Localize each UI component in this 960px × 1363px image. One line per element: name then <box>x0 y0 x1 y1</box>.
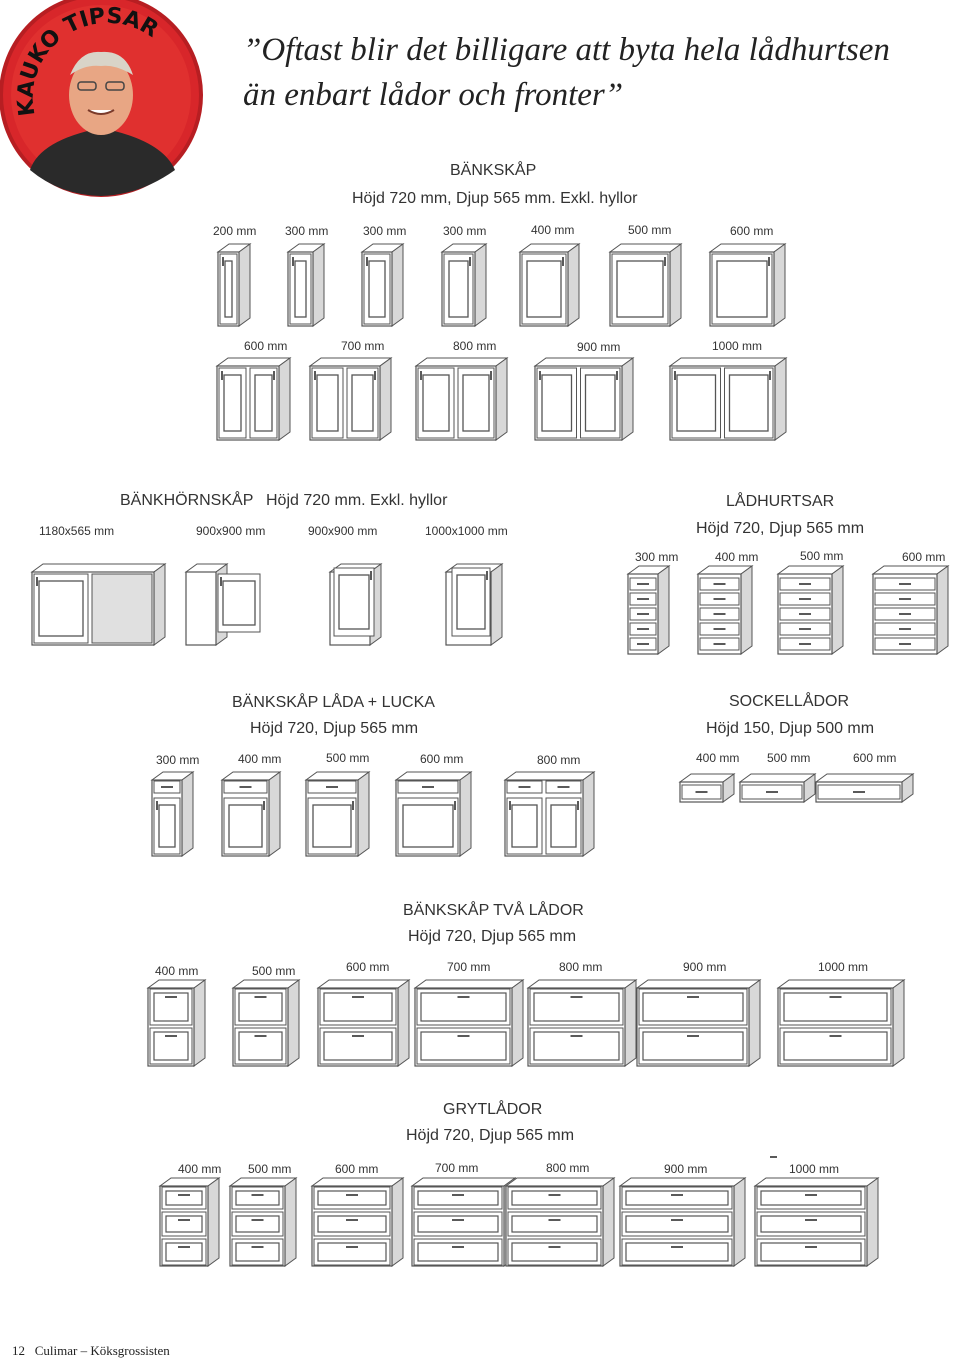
drawer-unit <box>778 566 843 654</box>
s3-label: 400 mm <box>715 550 759 564</box>
s7-label: 900 mm <box>664 1162 708 1176</box>
s6-title: BÄNKSKÅP TVÅ LÅDOR <box>403 902 584 919</box>
pot-drawer-cabinet <box>312 1178 403 1266</box>
corner-cabinet <box>330 564 381 645</box>
s7-label: 400 mm <box>178 1162 222 1176</box>
drawer-door-cabinet <box>306 772 369 856</box>
s4-label: 300 mm <box>156 753 200 767</box>
s5-label: 600 mm <box>853 751 897 765</box>
s2-label: 1180x565 mm <box>39 524 115 538</box>
page-footer <box>12 1343 170 1359</box>
two-drawer-cabinet <box>318 980 409 1066</box>
s1-label: 300 mm <box>363 224 407 238</box>
s4-label: 800 mm <box>537 753 581 767</box>
s2-title: BÄNKHÖRNSKÅP <box>120 492 254 509</box>
s1-label: 900 mm <box>577 340 621 354</box>
s7-label: 1000 mm <box>789 1162 840 1176</box>
drawer-unit <box>628 566 669 654</box>
base-cabinet-double <box>535 358 633 440</box>
drawer-unit <box>698 566 752 654</box>
base-cabinet <box>710 244 785 326</box>
page-number: 12 <box>12 1343 25 1358</box>
s2-subtitle: Höjd 720 mm. Exkl. hyllor <box>266 492 448 509</box>
s7-label: 500 mm <box>248 1162 292 1176</box>
s1-label: 200 mm <box>213 224 257 238</box>
plinth-drawer <box>680 774 734 802</box>
s4-label: 500 mm <box>326 751 370 765</box>
s1-label: 500 mm <box>628 223 672 237</box>
s7-title: GRYTLÅDOR <box>443 1101 543 1118</box>
s1-label: 300 mm <box>285 224 329 238</box>
drawer-door-cabinet <box>222 772 280 856</box>
drawer-door-cabinet <box>396 772 471 856</box>
badge-text: KAUKO TIPSAR <box>13 3 163 118</box>
s1-title: BÄNKSKÅP <box>450 162 537 179</box>
base-cabinet <box>610 244 681 326</box>
headline-quote <box>243 28 890 118</box>
two-drawer-cabinet <box>148 980 205 1066</box>
s1-label: 600 mm <box>244 339 288 353</box>
base-cabinet <box>442 244 486 326</box>
s6-label: 900 mm <box>683 960 727 974</box>
s1-label: 800 mm <box>453 339 497 353</box>
quote-line-2: än enbart lådor och fronter” <box>243 77 624 113</box>
base-cabinet <box>362 244 403 326</box>
two-drawer-cabinet <box>233 980 299 1066</box>
quote-line-1: ”Oftast blir det billigare att byta hela lådhurtsen <box>243 32 890 68</box>
s5-label: 400 mm <box>696 751 740 765</box>
s1-label: 400 mm <box>531 223 575 237</box>
two-drawer-cabinet <box>778 980 904 1066</box>
s1-label: 1000 mm <box>712 339 763 353</box>
s3-label: 500 mm <box>800 549 844 563</box>
two-drawer-cabinet <box>528 980 636 1066</box>
s7-label: 700 mm <box>435 1161 479 1175</box>
two-drawer-cabinet <box>415 980 523 1066</box>
s7-label: 600 mm <box>335 1162 379 1176</box>
pot-drawer-cabinet <box>230 1178 296 1266</box>
base-cabinet-double <box>416 358 507 440</box>
pot-drawer-cabinet <box>506 1178 614 1266</box>
plinth-drawer <box>740 774 815 802</box>
s2-label: 900x900 mm <box>308 524 378 538</box>
s6-label: 1000 mm <box>818 960 869 974</box>
s6-subtitle: Höjd 720, Djup 565 mm <box>408 928 577 945</box>
footer-brand: Culimar – Köksgrossisten <box>34 1343 170 1358</box>
s2-label: 1000x1000 mm <box>425 524 508 538</box>
base-cabinet <box>520 244 579 326</box>
base-cabinet <box>218 244 250 326</box>
s5-subtitle: Höjd 150, Djup 500 mm <box>706 720 875 737</box>
drawer-door-cabinet <box>505 772 594 856</box>
s3-label: 300 mm <box>635 550 679 564</box>
s6-label: 400 mm <box>155 964 199 978</box>
s7-label: 800 mm <box>546 1161 590 1175</box>
base-cabinet-double <box>670 358 786 440</box>
two-drawer-cabinet <box>637 980 760 1066</box>
corner-cabinet <box>446 564 502 645</box>
s5-title: SOCKELLÅDOR <box>729 693 850 710</box>
kauko-badge <box>1 0 201 196</box>
s6-label: 600 mm <box>346 960 390 974</box>
s4-title: BÄNKSKÅP LÅDA + LUCKA <box>232 694 435 711</box>
s1-subtitle: Höjd 720 mm, Djup 565 mm. Exkl. hyllor <box>352 190 638 207</box>
base-cabinet-double <box>310 358 391 440</box>
s7-subtitle: Höjd 720, Djup 565 mm <box>406 1127 575 1144</box>
s3-title: LÅDHURTSAR <box>726 493 835 510</box>
corner-cabinet <box>186 564 260 645</box>
pot-drawer-cabinet <box>755 1178 878 1266</box>
pot-drawer-cabinet <box>160 1178 219 1266</box>
s1-label: 700 mm <box>341 339 385 353</box>
base-cabinet-double <box>217 358 290 440</box>
s4-subtitle: Höjd 720, Djup 565 mm <box>250 720 419 737</box>
base-cabinet <box>288 244 324 326</box>
s6-label: 700 mm <box>447 960 491 974</box>
s6-label: 500 mm <box>252 964 296 978</box>
s3-subtitle: Höjd 720, Djup 565 mm <box>696 520 865 537</box>
corner-cabinet <box>32 564 165 645</box>
s2-label: 900x900 mm <box>196 524 266 538</box>
drawer-door-cabinet <box>152 772 193 856</box>
s4-label: 600 mm <box>420 752 464 766</box>
s1-label: 300 mm <box>443 224 487 238</box>
s5-label: 500 mm <box>767 751 811 765</box>
pot-drawer-cabinet <box>620 1178 745 1266</box>
s3-label: 600 mm <box>902 550 946 564</box>
drawer-unit <box>873 566 948 654</box>
pot-drawer-cabinet <box>412 1178 515 1266</box>
plinth-drawer <box>816 774 913 802</box>
s1-label: 600 mm <box>730 224 774 238</box>
s6-label: 800 mm <box>559 960 603 974</box>
s4-label: 400 mm <box>238 752 282 766</box>
